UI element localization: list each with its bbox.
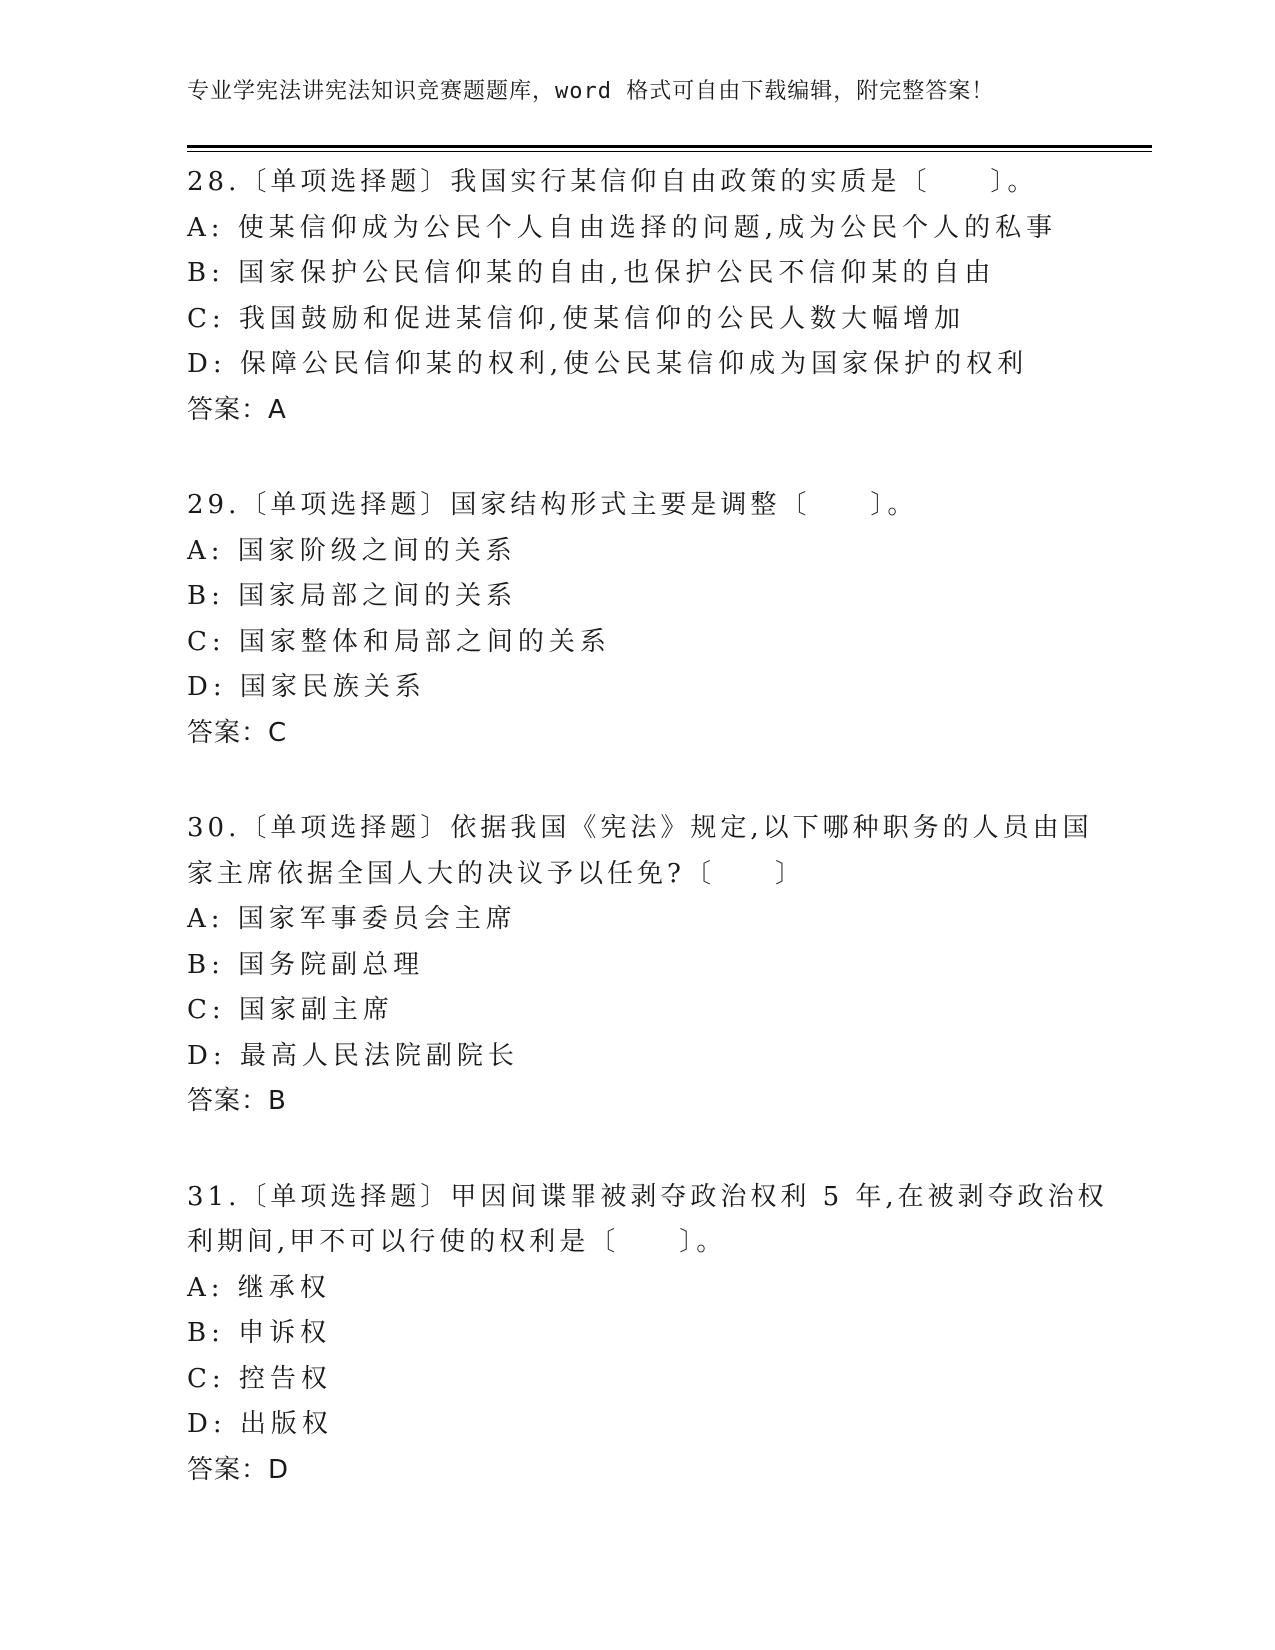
question-stem-line-1: 31.〔单项选择题〕甲因间谍罪被剥夺政治权利 5 年,在被剥夺政治权 (187, 1181, 1108, 1212)
question-list (187, 160, 1108, 1543)
question-stem: 29.〔单项选择题〕国家结构形式主要是调整〔 〕。 (187, 490, 918, 520)
option-d: D: 保障公民信仰某的权利,使公民某信仰成为国家保护的权利 (187, 349, 1029, 379)
option-d: D: 最高人民法院副院长 (187, 1040, 519, 1071)
option-a: A: 国家军事委员会主席 (187, 904, 517, 934)
question-stem: 28.〔单项选择题〕我国实行某信仰自由政策的实质是〔 〕。 (187, 167, 1038, 197)
question-stem-line-2: 利期间,甲不可以行使的权利是〔 〕。 (187, 1227, 727, 1257)
option-a: A: 继承权 (187, 1272, 331, 1303)
question-29 (187, 483, 1087, 756)
option-a: A: 国家阶级之间的关系 (187, 535, 517, 566)
option-b: B: 国务院副总理 (187, 949, 425, 980)
question-stem-line-1: 30.〔单项选择题〕依据我国《宪法》规定,以下哪种职务的人员由国 (187, 813, 1093, 843)
option-d: D: 出版权 (187, 1409, 333, 1439)
question-31 (187, 1175, 1108, 1494)
answer: 答案：A (187, 394, 287, 425)
header-rule-thick (187, 145, 1152, 148)
page-header: 专业学宪法讲宪法知识竞赛题题库，word 格式可自由下载编辑，附完整答案！ (187, 79, 995, 104)
option-a: A: 使某信仰成为公民个人自由选择的问题,成为公民个人的私事 (187, 212, 1058, 243)
option-c: C: 国家副主席 (187, 995, 394, 1025)
option-d: D: 国家民族关系 (187, 672, 426, 702)
question-28 (187, 160, 1087, 433)
option-b: B: 国家局部之间的关系 (187, 581, 518, 611)
answer: 答案：C (187, 717, 288, 748)
answer: 答案：D (187, 1454, 290, 1485)
option-c: C: 国家整体和局部之间的关系 (187, 626, 611, 657)
option-b: B: 国家保护公民信仰某的自由,也保护公民不信仰某的自由 (187, 258, 996, 288)
option-c: C: 控告权 (187, 1363, 332, 1394)
option-c: C: 我国鼓励和促进某信仰,使某信仰的公民人数大幅增加 (187, 303, 966, 334)
option-b: B: 申诉权 (187, 1318, 332, 1348)
answer: 答案：B (187, 1086, 287, 1116)
header-rule-thin (187, 151, 1152, 152)
question-stem-line-2: 家主席依据全国人大的决议予以任免?〔 〕 (187, 858, 805, 889)
question-30 (187, 806, 1093, 1125)
